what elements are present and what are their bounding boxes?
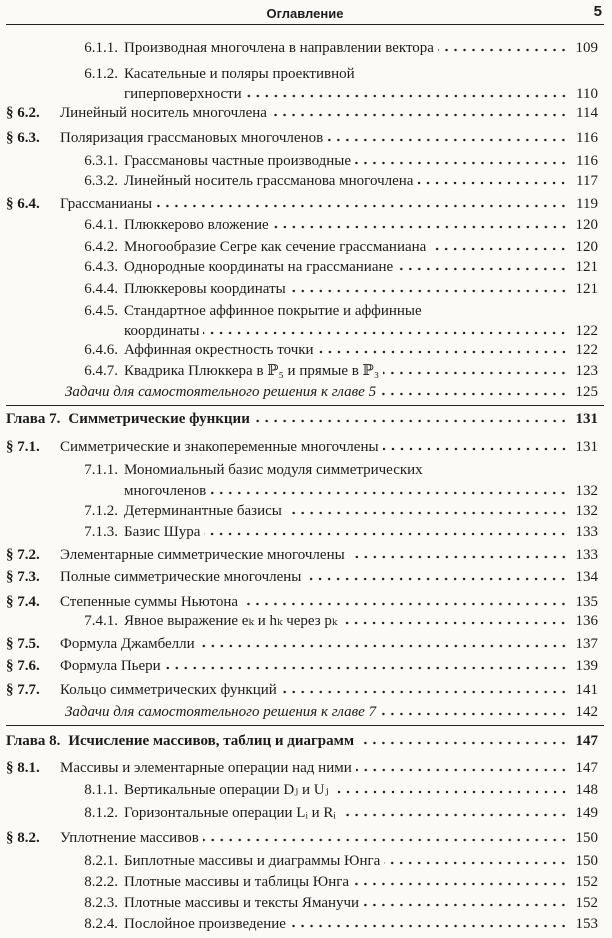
dot-leader (203, 828, 568, 842)
running-head-page-number: 5 (593, 3, 602, 20)
toc-section-entry[interactable] (6, 103, 598, 123)
entry-number: 8.1.1. (84, 782, 118, 798)
toc-subsection-entry[interactable] (70, 171, 598, 191)
toc-subsection-entry[interactable] (70, 501, 598, 521)
toc-section-entry[interactable] (6, 758, 598, 778)
toc-entry-continuation[interactable] (124, 321, 598, 341)
dot-leader (417, 171, 568, 185)
entry-title: Массивы и элементарные операции над ними (60, 760, 352, 776)
entry-number: § 7.6. (6, 658, 40, 674)
entry-number: § 8.1. (6, 760, 40, 776)
entry-title: Линейный носитель грассманова многочлена (124, 173, 414, 189)
dot-leader (156, 194, 568, 208)
dot-leader (199, 634, 568, 648)
entry-number: § 7.2. (6, 547, 40, 563)
dot-leader (286, 501, 568, 515)
entry-title: Грассмановы частные производные (124, 153, 352, 169)
dot-leader (273, 215, 568, 229)
entry-page-number: 125 (575, 384, 598, 400)
entry-title-continuation: гиперповерхности (124, 86, 242, 102)
toc-section-entry[interactable] (6, 680, 598, 700)
entry-page-number: 132 (575, 503, 598, 519)
entry-title: Задачи для самостоятельного решения к главе 7 (65, 704, 377, 720)
toc-subsection-entry[interactable] (70, 151, 598, 171)
entry-number: 6.4.7. (84, 363, 118, 379)
toc-subsection-entry[interactable] (70, 893, 598, 913)
entry-title: Полные симметрические многочлены (60, 569, 302, 585)
entry-title: Грассманианы (60, 196, 153, 212)
dot-leader (438, 38, 568, 52)
dot-leader (318, 340, 568, 354)
toc-subsection-entry[interactable] (70, 301, 598, 321)
entry-number: 6.4.3. (84, 259, 118, 275)
dot-leader (333, 780, 568, 794)
entry-number: 7.1.3. (84, 524, 118, 540)
entry-title-continuation: многочленов (124, 483, 207, 499)
entry-number: § 7.5. (6, 636, 40, 652)
entry-number: 6.4.2. (84, 239, 118, 255)
entry-number: 8.2.2. (84, 874, 118, 890)
entry-page-number: 135 (575, 594, 598, 610)
entry-title: Детерминантные базисы (124, 503, 282, 519)
dot-leader (271, 103, 568, 117)
entry-page-number: 131 (575, 411, 598, 427)
entry-page-number: 142 (575, 704, 598, 720)
entry-title: Послойное произведение (124, 916, 286, 932)
entry-page-number: 114 (576, 105, 598, 121)
dot-leader (281, 680, 568, 694)
dot-leader (165, 656, 568, 670)
entry-title: Линейный носитель многочлена (60, 105, 267, 121)
entry-page-number: 120 (575, 239, 598, 255)
dot-leader (383, 437, 568, 451)
entry-number: 6.4.1. (84, 217, 118, 233)
toc-chapter-entry[interactable] (6, 409, 598, 429)
entry-number: 8.2.3. (84, 895, 118, 911)
entry-page-number: 139 (575, 658, 598, 674)
entry-title: Касательные и поляры проективной (124, 66, 355, 82)
entry-title: Уплотнение массивов (60, 830, 199, 846)
entry-title: Задачи для самостоятельного решения к главе 5 (65, 384, 377, 400)
entry-title: Производная многочлена в направлении вектора (124, 40, 434, 56)
entry-title: Плотные массивы и таблицы Юнга (124, 874, 350, 890)
entry-number: 6.1.1. (84, 40, 118, 56)
toc-section-entry[interactable] (6, 656, 598, 676)
entry-title: Однородные координаты на грассманиане (124, 259, 394, 275)
entry-number: Глава 8. (6, 733, 61, 749)
entry-page-number: 119 (576, 196, 598, 212)
entry-page-number: 131 (575, 439, 598, 455)
entry-title: Степенные суммы Ньютона (60, 594, 239, 610)
dot-leader (246, 84, 568, 98)
dot-leader (358, 731, 568, 745)
entry-page-number: 150 (575, 853, 598, 869)
entry-page-number: 148 (575, 782, 598, 798)
dot-leader (305, 567, 568, 581)
entry-title-continuation: координаты (124, 323, 200, 339)
entry-title: Биплотные массивы и диаграммы Юнга (124, 853, 381, 869)
entry-number: § 6.3. (6, 130, 40, 146)
entry-number: § 6.2. (6, 105, 40, 121)
entry-number: 6.3.2. (84, 173, 118, 189)
entry-page-number: 152 (575, 895, 598, 911)
entry-page-number: 150 (575, 830, 598, 846)
dot-leader (204, 522, 568, 536)
entry-page-number: 110 (576, 86, 598, 102)
entry-page-number: 152 (575, 874, 598, 890)
dot-leader (380, 382, 568, 396)
entry-number: § 8.2. (6, 830, 40, 846)
entry-title: Квадрика Плюккера в ℙ₅ и прямые в ℙ₃ (124, 363, 380, 379)
entry-number: 6.3.1. (84, 153, 118, 169)
entry-title: Поляризация грассмановых многочленов (60, 130, 324, 146)
toc-subsection-entry[interactable] (70, 914, 598, 934)
entry-title: Исчисление массивов, таблиц и диаграмм (68, 733, 355, 749)
dot-leader (355, 151, 568, 165)
entry-page-number: 137 (575, 636, 598, 652)
dot-leader (340, 803, 568, 817)
entry-number: 8.1.2. (84, 805, 118, 821)
toc-entry-continuation[interactable] (124, 84, 598, 104)
entry-page-number: 123 (575, 363, 598, 379)
toc-subsection-entry[interactable] (70, 522, 598, 542)
toc-subsection-entry[interactable] (70, 851, 598, 871)
toc-section-entry[interactable] (6, 828, 598, 848)
entry-title: Симметрические и знакопеременные многочлены (60, 439, 379, 455)
toc-section-entry[interactable] (6, 194, 598, 214)
entry-page-number: 147 (575, 760, 598, 776)
entry-number: Глава 7. (6, 411, 61, 427)
entry-title: Кольцо симметрических функций (60, 682, 277, 698)
toc-subsection-entry[interactable] (70, 64, 598, 84)
dot-leader (254, 409, 568, 423)
dot-leader (290, 914, 568, 928)
entry-title: Плюккеровы координаты (124, 281, 286, 297)
entry-page-number: 149 (575, 805, 598, 821)
entry-title: Плюккерово вложение (124, 217, 269, 233)
entry-page-number: 132 (575, 483, 598, 499)
dot-leader (327, 128, 568, 142)
entry-number: 6.1.2. (84, 66, 118, 82)
entry-number: 6.4.6. (84, 342, 118, 358)
entry-number: 8.2.4. (84, 916, 118, 932)
dot-leader (356, 758, 568, 772)
dot-leader (384, 851, 568, 865)
entry-title: Базис Шура (124, 524, 201, 540)
entry-title: Аффинная окрестность точки (124, 342, 314, 358)
toc-section-entry[interactable] (6, 592, 598, 612)
dot-leader (363, 893, 568, 907)
entry-number: 6.4.4. (84, 281, 118, 297)
entry-number: § 6.4. (6, 196, 40, 212)
entry-number: 7.1.2. (84, 503, 118, 519)
toc-subsection-entry[interactable] (70, 237, 598, 257)
toc-subsection-entry[interactable] (70, 803, 598, 823)
entry-title: Стандартное аффинное покрытие и аффинные (124, 303, 422, 319)
toc-subsection-entry[interactable] (70, 38, 598, 58)
entry-title: Симметрические функции (68, 411, 250, 427)
entry-number: § 7.3. (6, 569, 40, 585)
entry-page-number: 116 (576, 153, 598, 169)
entry-page-number: 147 (575, 733, 598, 749)
entry-page-number: 121 (575, 281, 598, 297)
entry-number: 7.1.1. (84, 462, 118, 478)
dot-leader (210, 481, 568, 495)
dot-leader (242, 592, 568, 606)
entry-page-number: 121 (575, 259, 598, 275)
entry-page-number: 141 (575, 682, 598, 698)
entry-page-number: 116 (576, 130, 598, 146)
dot-leader (397, 257, 568, 271)
entry-title: Горизонтальные операции Lᵢ и Rᵢ (124, 805, 336, 821)
entry-title: Плотные массивы и тексты Яманучи (124, 895, 360, 911)
dot-leader (290, 279, 568, 293)
toc-subsection-entry[interactable] (70, 361, 598, 381)
dot-leader (383, 361, 568, 375)
toc-subsection-entry[interactable] (70, 872, 598, 892)
entry-number: § 7.1. (6, 439, 40, 455)
dot-leader (380, 702, 568, 716)
toc-exercises-entry[interactable] (65, 702, 598, 722)
toc-subsection-entry[interactable] (70, 279, 598, 299)
toc-entry-continuation[interactable] (124, 481, 598, 501)
dot-leader (341, 611, 568, 625)
entry-page-number: 109 (575, 40, 598, 56)
toc-exercises-entry[interactable] (65, 382, 598, 402)
toc-section-entry[interactable] (6, 128, 598, 148)
entry-number: § 7.7. (6, 682, 40, 698)
dot-leader (430, 237, 568, 251)
entry-page-number: 117 (576, 173, 598, 189)
toc-subsection-entry[interactable] (70, 780, 598, 800)
entry-page-number: 153 (575, 916, 598, 932)
entry-number: § 7.4. (6, 594, 40, 610)
toc-chapter-entry[interactable] (6, 731, 598, 751)
entry-title: Формула Джамбелли (60, 636, 195, 652)
toc-section-entry[interactable] (6, 634, 598, 654)
chapter-separator-line (6, 405, 604, 406)
entry-title: Явное выражение eₖ и hₖ через pₖ (124, 613, 338, 629)
toc-section-entry[interactable] (6, 567, 598, 587)
entry-number: 7.4.1. (84, 613, 118, 629)
entry-page-number: 120 (575, 217, 598, 233)
entry-title: Формула Пьери (60, 658, 161, 674)
entry-page-number: 136 (575, 613, 598, 629)
toc-section-entry[interactable] (6, 437, 598, 457)
dot-leader (349, 545, 568, 559)
dot-leader (203, 321, 568, 335)
chapter-separator-line (6, 725, 604, 726)
entry-number: 6.4.5. (84, 303, 118, 319)
entry-title: Вертикальные операции Dⱼ и Uⱼ (124, 782, 329, 798)
toc-section-entry[interactable] (6, 545, 598, 565)
toc-subsection-entry[interactable] (70, 340, 598, 360)
toc-subsection-entry[interactable] (70, 215, 598, 235)
running-head-title: Оглавление (266, 6, 344, 21)
entry-title: Многообразие Сегре как сечение грассманиана (124, 239, 427, 255)
toc-subsection-entry[interactable] (70, 257, 598, 277)
entry-page-number: 133 (575, 547, 598, 563)
toc-subsection-entry[interactable] (70, 611, 598, 631)
entry-page-number: 134 (575, 569, 598, 585)
entry-number: 8.2.1. (84, 853, 118, 869)
entry-page-number: 133 (575, 524, 598, 540)
entry-page-number: 122 (575, 342, 598, 358)
entry-page-number: 122 (575, 323, 598, 339)
toc-subsection-entry[interactable] (70, 460, 598, 480)
dot-leader (353, 872, 568, 886)
entry-title: Мономиальный базис модуля симметрических (124, 462, 423, 478)
entry-title: Элементарные симметрические многочлены (60, 547, 345, 563)
